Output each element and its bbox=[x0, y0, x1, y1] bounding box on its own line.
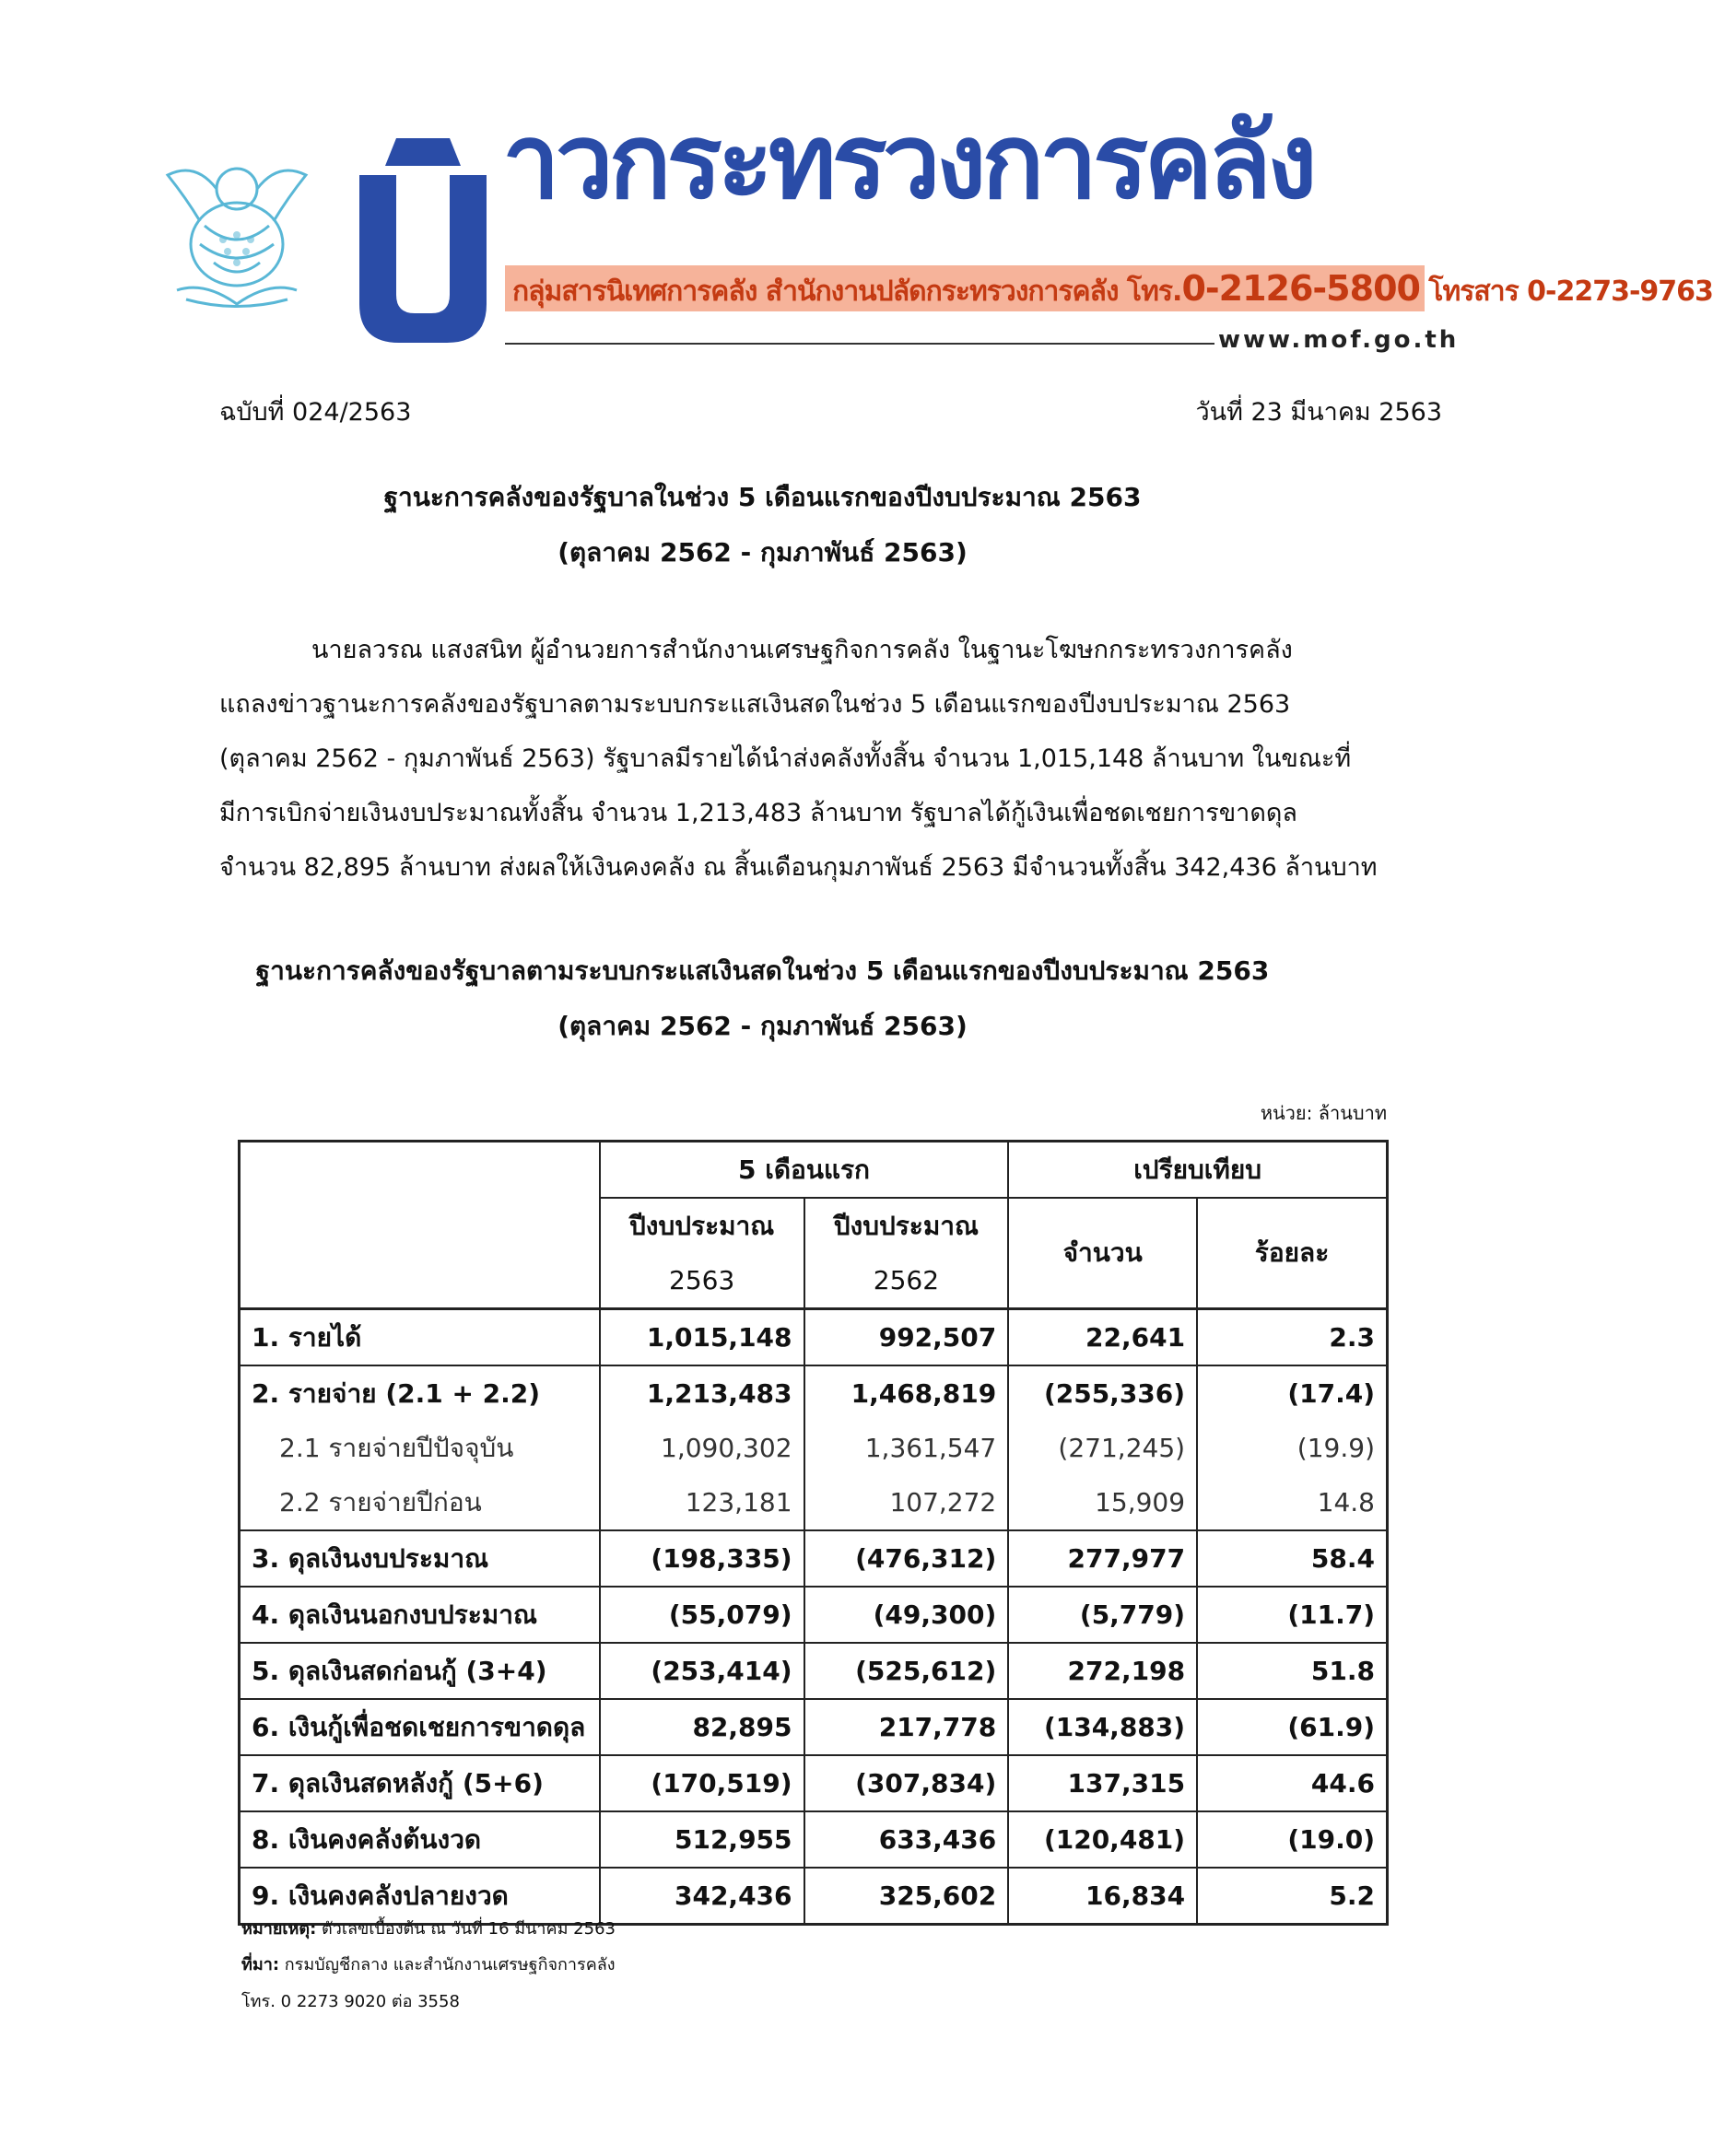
header-compare: เปรียบเทียบ bbox=[1008, 1142, 1387, 1199]
cell-2562: 992,507 bbox=[804, 1309, 1009, 1366]
remark-label: หมายเหตุ: bbox=[241, 1919, 317, 1939]
issue-date: วันที่ 23 มีนาคม 2563 bbox=[1195, 398, 1442, 427]
fax-number: โทรสาร 0-2273-9763 bbox=[1428, 275, 1713, 308]
remark-note bbox=[241, 1915, 616, 1941]
cell-2562: 217,778 bbox=[804, 1699, 1009, 1755]
cell-2562: 107,272 bbox=[804, 1475, 1009, 1530]
body-line-1: นายลวรณ แสงสนิท ผู้อำนวยการสำนักงานเศรษฐกิจการคลัง ในฐานะโฆษกกระทรวงการคลัง bbox=[311, 636, 1293, 664]
body-line-4: มีการเบิกจ่ายเงินงบประมาณทั้งสิ้น จำนวน 1,213,483 ล้านบาท รัฐบาลได้กู้เงินเพื่อชดเชยการขาดดุล bbox=[219, 799, 1297, 827]
table-row bbox=[240, 1475, 1388, 1530]
cell-pct: 44.6 bbox=[1197, 1755, 1387, 1811]
source-note bbox=[241, 1951, 616, 1977]
cell-diff: (120,481) bbox=[1008, 1811, 1197, 1868]
table-row bbox=[240, 1587, 1388, 1643]
masthead-title: าวกระทรวงการคลัง bbox=[502, 102, 1313, 222]
header-5-months: 5 เดือนแรก bbox=[600, 1142, 1008, 1199]
table-row bbox=[240, 1421, 1388, 1475]
row-label: 8. เงินคงคลังต้นงวด bbox=[240, 1811, 600, 1868]
row-label: 7. ดุลเงินสดหลังกู้ (5+6) bbox=[240, 1755, 600, 1811]
row-label: 1. รายได้ bbox=[240, 1309, 600, 1366]
cell-2563: 342,436 bbox=[600, 1868, 804, 1925]
header-percent: ร้อยละ bbox=[1197, 1198, 1387, 1309]
body-line-3: (ตุลาคม 2562 - กุมภาพันธ์ 2563) รัฐบาลมีรายได้นำส่งคลังทั้งสิ้น จำนวน 1,015,148 ล้านบาท ในขณะที่ bbox=[219, 744, 1352, 773]
unit-label: หน่วย: ล้านบาท bbox=[1260, 1102, 1387, 1124]
cell-diff: 272,198 bbox=[1008, 1643, 1197, 1699]
headline-line1: ฐานะการคลังของรัฐบาลในช่วง 5 เดือนแรกของปีงบประมาณ 2563 bbox=[383, 482, 1142, 512]
cell-2563: 1,213,483 bbox=[600, 1365, 804, 1421]
table-row bbox=[240, 1755, 1388, 1811]
garuda-emblem-icon bbox=[158, 152, 315, 313]
table-row bbox=[240, 1643, 1388, 1699]
cell-2563: 123,181 bbox=[600, 1475, 804, 1530]
masthead-contact-text bbox=[512, 268, 1713, 312]
row-label: 6. เงินกู้เพื่อชดเชยการขาดดุล bbox=[240, 1699, 600, 1755]
header-fy2562-l2: 2562 bbox=[804, 1253, 1009, 1309]
table-row bbox=[240, 1365, 1388, 1421]
table-title-line2: (ตุลาคม 2562 - กุมภาพันธ์ 2563) bbox=[557, 1011, 968, 1041]
website-link[interactable]: www.mof.go.th bbox=[1218, 326, 1460, 354]
table-row bbox=[240, 1811, 1388, 1868]
fiscal-table bbox=[238, 1140, 1389, 1926]
cell-pct: 51.8 bbox=[1197, 1643, 1387, 1699]
headline-line2: (ตุลาคม 2562 - กุมภาพันธ์ 2563) bbox=[557, 537, 968, 568]
cell-diff: (134,883) bbox=[1008, 1699, 1197, 1755]
cell-2563: (253,414) bbox=[600, 1643, 804, 1699]
cell-2563: 82,895 bbox=[600, 1699, 804, 1755]
cell-diff: 16,834 bbox=[1008, 1868, 1197, 1925]
table-row bbox=[240, 1530, 1388, 1587]
tel-number: 0-2126-5800 bbox=[1181, 268, 1420, 309]
cell-2563: (170,519) bbox=[600, 1755, 804, 1811]
cell-pct: (19.0) bbox=[1197, 1811, 1387, 1868]
website-rule bbox=[505, 343, 1214, 345]
cell-pct: 5.2 bbox=[1197, 1868, 1387, 1925]
cell-pct: 58.4 bbox=[1197, 1530, 1387, 1587]
cell-2562: 633,436 bbox=[804, 1811, 1009, 1868]
cell-diff: 22,641 bbox=[1008, 1309, 1197, 1366]
body-line-5: จำนวน 82,895 ล้านบาท ส่งผลให้เงินคงคลัง ณ สิ้นเดือนกุมภาพันธ์ 2563 มีจำนวนทั้งสิ้น 342,436 ล้านบาท bbox=[219, 853, 1378, 882]
row-label: 9. เงินคงคลังปลายงวด bbox=[240, 1868, 600, 1925]
cell-pct: (11.7) bbox=[1197, 1587, 1387, 1643]
cell-2562: (476,312) bbox=[804, 1530, 1009, 1587]
header-fy2563-l2: 2563 bbox=[600, 1253, 804, 1309]
body-line-2: แถลงข่าวฐานะการคลังของรัฐบาลตามระบบกระแสเงินสดในช่วง 5 เดือนแรกของปีงบประมาณ 2563 bbox=[219, 690, 1291, 719]
cell-diff: 15,909 bbox=[1008, 1475, 1197, 1530]
cell-diff: (255,336) bbox=[1008, 1365, 1197, 1421]
cell-pct: (17.4) bbox=[1197, 1365, 1387, 1421]
cell-2562: (525,612) bbox=[804, 1643, 1009, 1699]
row-label: 2. รายจ่าย (2.1 + 2.2) bbox=[240, 1365, 600, 1421]
row-label: 4. ดุลเงินนอกงบประมาณ bbox=[240, 1587, 600, 1643]
header-fy2562-l1: ปีงบประมาณ bbox=[804, 1198, 1009, 1253]
phone-note: โทร. 0 2273 9020 ต่อ 3558 bbox=[241, 1992, 460, 2011]
cell-2563: 1,015,148 bbox=[600, 1309, 804, 1366]
cell-2563: 1,090,302 bbox=[600, 1421, 804, 1475]
cell-diff: (271,245) bbox=[1008, 1421, 1197, 1475]
row-label: 2.2 รายจ่ายปีก่อน bbox=[240, 1475, 600, 1530]
issue-number: ฉบับที่ 024/2563 bbox=[219, 398, 412, 427]
remark-text: ตัวเลขเบื้องต้น ณ วันที่ 16 มีนาคม 2563 bbox=[322, 1919, 616, 1939]
cell-2562: (307,834) bbox=[804, 1755, 1009, 1811]
cell-diff: 137,315 bbox=[1008, 1755, 1197, 1811]
cell-2563: (55,079) bbox=[600, 1587, 804, 1643]
cell-2562: 1,361,547 bbox=[804, 1421, 1009, 1475]
row-label: 5. ดุลเงินสดก่อนกู้ (3+4) bbox=[240, 1643, 600, 1699]
row-label: 3. ดุลเงินงบประมาณ bbox=[240, 1530, 600, 1587]
cell-2562: 325,602 bbox=[804, 1868, 1009, 1925]
masthead-big-letter-icon bbox=[359, 138, 487, 343]
table-corner-cell bbox=[240, 1142, 600, 1309]
source-text: กรมบัญชีกลาง และสำนักงานเศรษฐกิจการคลัง bbox=[284, 1955, 616, 1974]
source-label: ที่มา: bbox=[241, 1955, 280, 1974]
cell-pct: (19.9) bbox=[1197, 1421, 1387, 1475]
table-title-line1: ฐานะการคลังของรัฐบาลตามระบบกระแสเงินสดในช่วง 5 เดือนแรกของปีงบประมาณ 2563 bbox=[255, 955, 1270, 986]
cell-pct: 2.3 bbox=[1197, 1309, 1387, 1366]
tel-label: โทร. bbox=[1127, 275, 1182, 308]
agency-name: กลุ่มสารนิเทศการคลัง สำนักงานปลัดกระทรวงการคลัง bbox=[512, 275, 1119, 308]
cell-pct: 14.8 bbox=[1197, 1475, 1387, 1530]
table-row bbox=[240, 1699, 1388, 1755]
cell-diff: (5,779) bbox=[1008, 1587, 1197, 1643]
cell-pct: (61.9) bbox=[1197, 1699, 1387, 1755]
cell-2562: 1,468,819 bbox=[804, 1365, 1009, 1421]
header-fy2563-l1: ปีงบประมาณ bbox=[600, 1198, 804, 1253]
table-row bbox=[240, 1309, 1388, 1366]
cell-diff: 277,977 bbox=[1008, 1530, 1197, 1587]
cell-2563: 512,955 bbox=[600, 1811, 804, 1868]
cell-2562: (49,300) bbox=[804, 1587, 1009, 1643]
row-label: 2.1 รายจ่ายปีปัจจุบัน bbox=[240, 1421, 600, 1475]
header-amount: จำนวน bbox=[1008, 1198, 1197, 1309]
cell-2563: (198,335) bbox=[600, 1530, 804, 1587]
